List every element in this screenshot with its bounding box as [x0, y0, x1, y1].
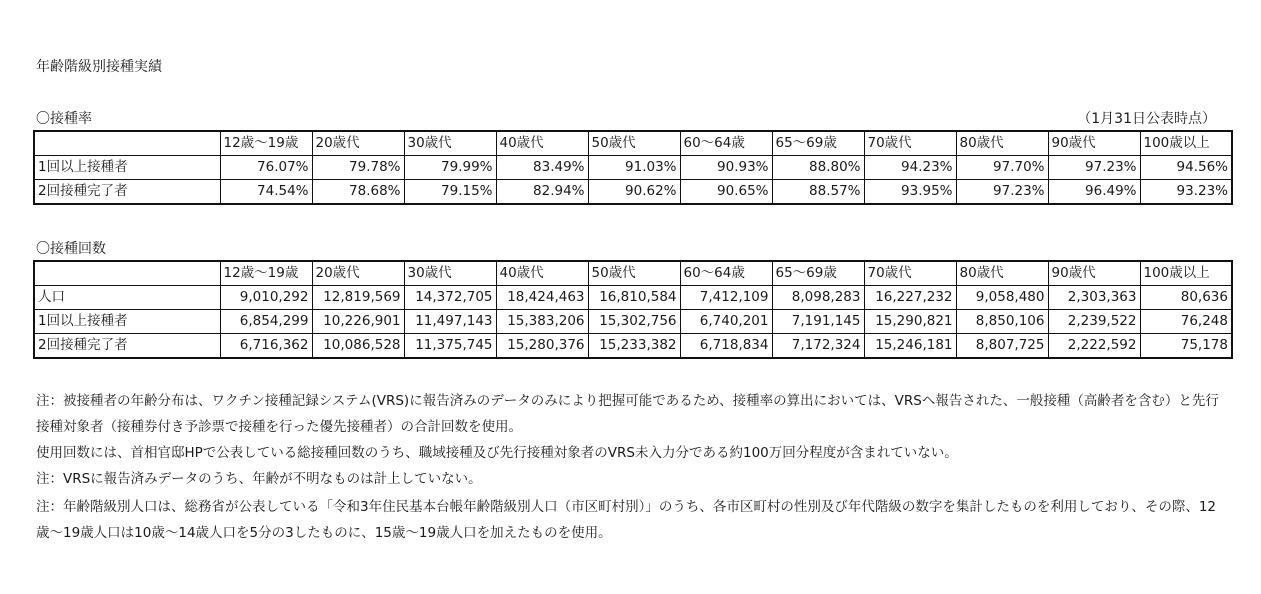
rate-table-cell: 94.23%: [864, 156, 956, 180]
rate-table-cell: 90.62%: [588, 180, 680, 205]
count-table-cell: 2,222,592: [1048, 334, 1140, 359]
count-table-cell: 6,740,201: [680, 310, 772, 334]
rate-table-row: [34, 156, 1232, 180]
footnote-usage-count: 使用回数には、首相官邸HPで公表している総接種回数のうち、職域接種及び先行接種対象者のVRS未入力分である約100万回分程度が含まれていない。: [36, 445, 958, 461]
count-table-cell: 2,239,522: [1048, 310, 1140, 334]
count-table-cell: 76,248: [1140, 310, 1232, 334]
rate-table-cell: 74.54%: [220, 180, 312, 205]
rate-table-cell: 79.78%: [312, 156, 404, 180]
publication-date-note: （1月31日公表時点）: [1077, 111, 1216, 127]
count-table-cell: 12,819,569: [312, 286, 404, 310]
count-table-cell: 15,246,181: [864, 334, 956, 359]
count-table-row: [34, 286, 1232, 310]
count-column-header: 20歳代: [312, 261, 404, 286]
vaccination-count-table: [33, 260, 1233, 359]
rate-table-cell: 93.95%: [864, 180, 956, 205]
count-column-header: 65〜69歳: [772, 261, 864, 286]
rate-column-header: 65〜69歳: [772, 131, 864, 156]
count-column-header: 100歳以上: [1140, 261, 1232, 286]
rate-column-header: 100歳以上: [1140, 131, 1232, 156]
count-table-cell: 9,058,480: [956, 286, 1048, 310]
count-column-header: 40歳代: [496, 261, 588, 286]
rate-column-header: 40歳代: [496, 131, 588, 156]
count-column-header: 50歳代: [588, 261, 680, 286]
count-row-label: 人口: [34, 286, 220, 310]
page-title: 年齢階級別接種実績: [36, 59, 162, 75]
footnote-unknown-age: 注：VRSに報告済みデータのうち、年齢が不明なものは計上していない。: [36, 471, 482, 487]
rate-column-header: 12歳〜19歳: [220, 131, 312, 156]
rate-column-header: 80歳代: [956, 131, 1048, 156]
count-header-corner: [34, 261, 220, 286]
rate-table-cell: 97.23%: [956, 180, 1048, 205]
rate-header-row: [34, 131, 1232, 156]
rate-table-cell: 97.23%: [1048, 156, 1140, 180]
rate-row-label: 2回接種完了者: [34, 180, 220, 205]
count-table-cell: 75,178: [1140, 334, 1232, 359]
count-column-header: 60〜64歳: [680, 261, 772, 286]
rate-column-header: 30歳代: [404, 131, 496, 156]
rate-table-cell: 91.03%: [588, 156, 680, 180]
count-table-row: [34, 310, 1232, 334]
count-table-cell: 15,290,821: [864, 310, 956, 334]
count-table-cell: 10,226,901: [312, 310, 404, 334]
vaccination-rate-table: [33, 130, 1233, 205]
count-table-cell: 14,372,705: [404, 286, 496, 310]
rate-table-row: [34, 180, 1232, 205]
count-table-cell: 18,424,463: [496, 286, 588, 310]
rate-table-cell: 96.49%: [1048, 180, 1140, 205]
count-table-cell: 15,302,756: [588, 310, 680, 334]
rate-column-header: 70歳代: [864, 131, 956, 156]
count-row-label: 2回接種完了者: [34, 334, 220, 359]
rate-table-cell: 94.56%: [1140, 156, 1232, 180]
count-table-cell: 10,086,528: [312, 334, 404, 359]
rate-table-cell: 78.68%: [312, 180, 404, 205]
count-table-cell: 8,850,106: [956, 310, 1048, 334]
count-table-cell: 80,636: [1140, 286, 1232, 310]
rate-column-header: 60〜64歳: [680, 131, 772, 156]
rate-header-corner: [34, 131, 220, 156]
count-table-cell: 6,718,834: [680, 334, 772, 359]
count-table-cell: 11,375,745: [404, 334, 496, 359]
count-table-cell: 8,098,283: [772, 286, 864, 310]
count-column-header: 30歳代: [404, 261, 496, 286]
count-table-cell: 16,227,232: [864, 286, 956, 310]
count-table-cell: 6,716,362: [220, 334, 312, 359]
rate-column-header: 90歳代: [1048, 131, 1140, 156]
count-table-cell: 15,383,206: [496, 310, 588, 334]
count-column-header: 80歳代: [956, 261, 1048, 286]
count-table-cell: 15,280,376: [496, 334, 588, 359]
count-table-cell: 7,412,109: [680, 286, 772, 310]
footnote-vrs-distribution: 注：被接種者の年齢分布は、ワクチン接種記録システム(VRS)に報告済みのデータのみにより把握可能であるため、接種率の算出においては、VRSへ報告された、一般接種（高齢者を含む）と先行接種対象者（接種券付き予診票で接種を行った優先接種者）の合計回数を使用。: [36, 393, 1219, 435]
footnotes: [36, 388, 1226, 546]
rate-row-label: 1回以上接種者: [34, 156, 220, 180]
count-table-cell: 8,807,725: [956, 334, 1048, 359]
rate-table-cell: 93.23%: [1140, 180, 1232, 205]
rate-section-heading: 〇接種率: [36, 111, 92, 127]
count-table-cell: 2,303,363: [1048, 286, 1140, 310]
count-column-header: 70歳代: [864, 261, 956, 286]
count-table-cell: 7,172,324: [772, 334, 864, 359]
count-column-header: 12歳〜19歳: [220, 261, 312, 286]
count-table-cell: 7,191,145: [772, 310, 864, 334]
count-header-row: [34, 261, 1232, 286]
count-table-cell: 15,233,382: [588, 334, 680, 359]
rate-table-cell: 90.93%: [680, 156, 772, 180]
rate-table-cell: 83.49%: [496, 156, 588, 180]
rate-table-cell: 88.57%: [772, 180, 864, 205]
rate-table-cell: 90.65%: [680, 180, 772, 205]
count-row-label: 1回以上接種者: [34, 310, 220, 334]
rate-table-cell: 79.99%: [404, 156, 496, 180]
rate-column-header: 50歳代: [588, 131, 680, 156]
count-table-cell: 9,010,292: [220, 286, 312, 310]
rate-table-cell: 76.07%: [220, 156, 312, 180]
count-table-cell: 6,854,299: [220, 310, 312, 334]
rate-table-cell: 79.15%: [404, 180, 496, 205]
count-table-cell: 16,810,584: [588, 286, 680, 310]
rate-table-cell: 88.80%: [772, 156, 864, 180]
count-table-row: [34, 334, 1232, 359]
count-column-header: 90歳代: [1048, 261, 1140, 286]
count-section-heading: 〇接種回数: [36, 241, 106, 257]
count-table-cell: 11,497,143: [404, 310, 496, 334]
rate-table-cell: 82.94%: [496, 180, 588, 205]
rate-table-cell: 97.70%: [956, 156, 1048, 180]
footnote-population-source: 注：年齢階級別人口は、総務省が公表している「令和3年住民基本台帳年齢階級別人口（市区町村別）」のうち、各市区町村の性別及び年代階級の数字を集計したものを利用しており、その際、12歳〜19歳人口は10歳〜14歳人口を5分の3したものに、15歳〜19歳人口を加えたものを使用。: [36, 499, 1217, 541]
rate-column-header: 20歳代: [312, 131, 404, 156]
